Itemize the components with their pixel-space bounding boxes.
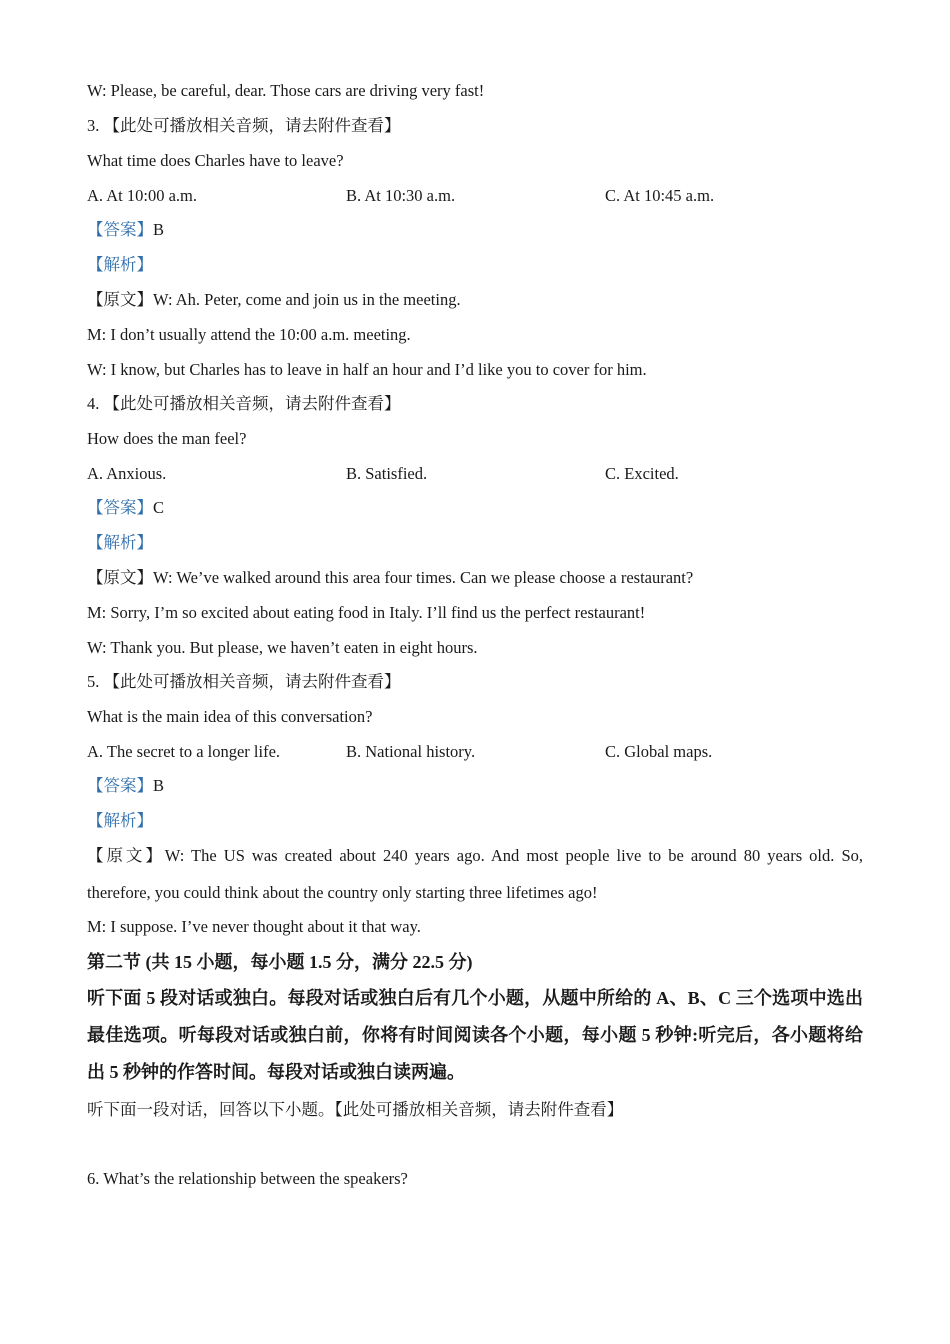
- section2-heading: 第二节 (共 15 小题，每小题 1.5 分，满分 22.5 分): [87, 952, 473, 972]
- q3-option-a: A. At 10:00 a.m.: [87, 186, 197, 205]
- q3-option-b: B. At 10:30 a.m.: [346, 186, 456, 205]
- q5-audio-note[interactable]: 【此处可播放相关音频，请去附件查看】: [103, 672, 401, 691]
- q4-option-b: B. Satisfied.: [346, 464, 428, 483]
- q4-header: [87, 393, 401, 415]
- q4-transcript-3: W: Thank you. But please, we haven’t eaten in eight hours.: [87, 638, 478, 657]
- q5-transcript-line: W: The US was created about 240 years ago. And most people live to be around 80 years old. So, therefore, you could think about the country only starting three lifetimes ago!: [87, 846, 863, 902]
- q3-transcript-1: [87, 289, 461, 311]
- q4-answer-value: C: [153, 498, 165, 517]
- q4-analysis-label: 【解析】: [87, 533, 153, 552]
- q3-audio-note[interactable]: 【此处可播放相关音频，请去附件查看】: [103, 116, 401, 135]
- q4-number: 4.: [87, 394, 100, 413]
- answer-label: 【答案】: [87, 498, 153, 517]
- transcript-label: 【原文】: [87, 290, 153, 309]
- q5-number: 5.: [87, 672, 100, 691]
- q4-audio-note[interactable]: 【此处可播放相关音频，请去附件查看】: [103, 394, 401, 413]
- q3-number: 3.: [87, 116, 100, 135]
- q5-option-c: C. Global maps.: [605, 742, 713, 761]
- q3-option-c: C. At 10:45 a.m.: [605, 186, 715, 205]
- q3-transcript-3: W: I know, but Charles has to leave in half an hour and I’d like you to cover for him.: [87, 360, 647, 379]
- q3-analysis-label: 【解析】: [87, 255, 153, 274]
- q4-option-a: A. Anxious.: [87, 464, 167, 483]
- transcript-label: 【原文】: [87, 568, 153, 587]
- q5-header: [87, 671, 401, 693]
- q5-analysis-label: 【解析】: [87, 811, 153, 830]
- q3-question: What time does Charles have to leave?: [87, 151, 344, 170]
- answer-label: 【答案】: [87, 220, 153, 239]
- section2-instructions: 听下面 5 段对话或独白。每段对话或独白后有几个小题，从题中所给的 A、B、C 三个选项中选出最佳选项。听每段对话或独白前，你将有时间阅读各个小题，每小题 5 秒钟:听完后，各小题将给出 5 秒钟的作答时间。每段对话或独白读两遍。: [87, 988, 863, 1082]
- q5-option-a: A. The secret to a longer life.: [87, 742, 281, 761]
- q5-option-b: B. National history.: [346, 742, 476, 761]
- q3-transcript-line: W: Ah. Peter, come and join us in the meeting.: [153, 290, 461, 309]
- q4-option-c: C. Excited.: [605, 464, 679, 483]
- q5-answer: [87, 775, 164, 797]
- answer-label: 【答案】: [87, 776, 153, 795]
- q3-transcript-2: M: I don’t usually attend the 10:00 a.m. meeting.: [87, 325, 411, 344]
- q3-answer: [87, 219, 164, 241]
- q6-question: 6. What’s the relationship between the speakers?: [87, 1169, 408, 1188]
- q5-transcript-2: M: I suppose. I’ve never thought about it that way.: [87, 917, 421, 936]
- q5-answer-value: B: [153, 776, 165, 795]
- q4-transcript-line: W: We’ve walked around this area four times. Can we please choose a restaurant?: [153, 568, 694, 587]
- q4-answer: [87, 497, 164, 519]
- q4-question: How does the man feel?: [87, 429, 247, 448]
- q3-header: [87, 115, 401, 137]
- section2-intro: 听下面一段对话，回答以下小题。【此处可播放相关音频，请去附件查看】: [87, 1100, 624, 1119]
- q3-answer-value: B: [153, 220, 165, 239]
- transcript-label: 【原文】: [87, 846, 165, 865]
- q5-question: What is the main idea of this conversation?: [87, 707, 373, 726]
- q5-transcript-1: [87, 837, 863, 911]
- q2-transcript-tail: W: Please, be careful, dear. Those cars are driving very fast!: [87, 81, 485, 100]
- q4-transcript-2: M: Sorry, I’m so excited about eating food in Italy. I’ll find us the perfect restaurant!: [87, 603, 646, 622]
- q4-transcript-1: [87, 567, 693, 589]
